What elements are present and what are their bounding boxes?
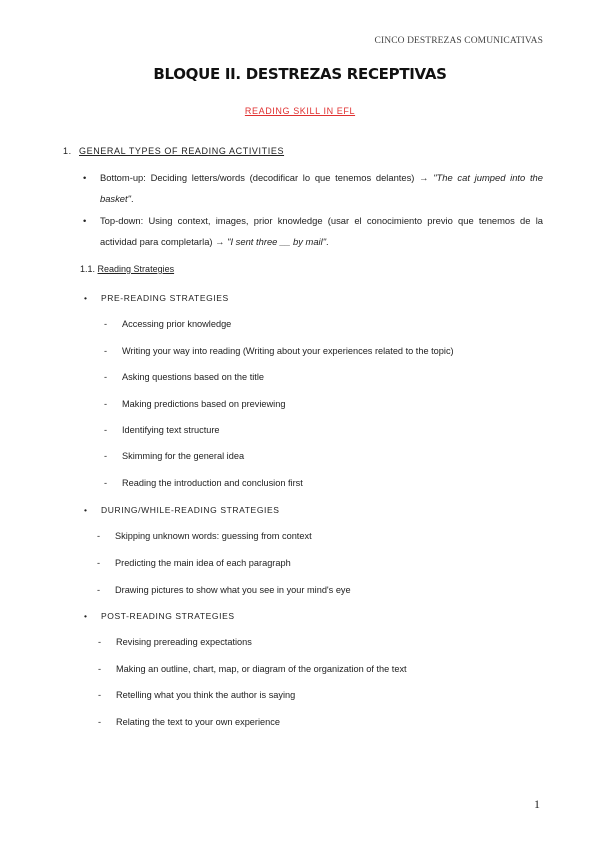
subsection-title: Reading Strategies [97, 264, 175, 274]
activity-example: "I sent three __ by mail" [227, 236, 327, 247]
page-subtitle: READING SKILL IN EFL [244, 106, 356, 116]
bullet-icon: • [83, 172, 87, 183]
category-label: PRE-READING STRATEGIES [101, 293, 229, 303]
bullet-icon: • [84, 293, 88, 303]
list-item: - Asking questions based on the title [104, 372, 264, 382]
category-label: POST-READING STRATEGIES [101, 611, 235, 621]
bullet-icon: • [83, 215, 87, 226]
list-item: - Reading the introduction and conclusion first [104, 478, 303, 488]
list-item: - Drawing pictures to show what you see in your mind's eye [97, 585, 351, 595]
subsection-number: 1.1. [80, 264, 96, 274]
list-item: - Retelling what you think the author is saying [98, 690, 296, 700]
list-item: - Making predictions based on previewing [104, 399, 286, 409]
category-label: DURING/WHILE-READING STRATEGIES [101, 505, 280, 515]
page-number: 1 [534, 797, 540, 811]
section-heading [63, 146, 284, 156]
bullet-icon: • [84, 611, 88, 621]
list-item: - Relating the text to your own experience [98, 717, 280, 727]
category-pre-reading [84, 293, 229, 303]
list-item: - Skipping unknown words: guessing from context [97, 531, 312, 541]
section-number: 1. [63, 146, 72, 156]
section-title: GENERAL TYPES OF READING ACTIVITIES [79, 146, 285, 156]
activity-text: Bottom-up: Deciding letters/words (decodificar lo que tenemos delantes) → [100, 172, 434, 183]
subsection-heading [80, 264, 174, 274]
list-item: - Revising prereading expectations [98, 637, 252, 647]
activity-top-down: • Top-down: Using context, images, prior knowledge (usar el conocimiento previo que tenemos de la actividad para completarla) → "I sent three __ by mail". [83, 210, 543, 252]
category-post-reading [84, 611, 235, 621]
list-item: - Predicting the main idea of each paragraph [97, 558, 291, 568]
list-item: - Writing your way into reading (Writing about your experiences related to the topic) [104, 346, 454, 356]
list-item: - Making an outline, chart, map, or diagram of the organization of the text [98, 664, 407, 674]
list-item: - Accessing prior knowledge [104, 319, 232, 329]
activity-text: Top-down: Using context, images, prior knowledge (usar el conocimiento previo que tenemos de la actividad para completarla) → [100, 215, 543, 247]
activity-example: "The cat jumped into the basket" [100, 172, 543, 204]
activity-bottom-up: • Bottom-up: Deciding letters/words (decodificar lo que tenemos delantes) → "The cat jumped into the basket". [83, 167, 543, 209]
category-during-reading [84, 505, 280, 515]
list-item: - Skimming for the general idea [104, 451, 245, 461]
page-title: BLOQUE II. DESTREZAS RECEPTIVAS [153, 65, 447, 83]
running-header: CINCO DESTREZAS COMUNICATIVAS [374, 36, 543, 46]
list-item: - Identifying text structure [104, 425, 220, 435]
bullet-icon: • [84, 505, 88, 515]
